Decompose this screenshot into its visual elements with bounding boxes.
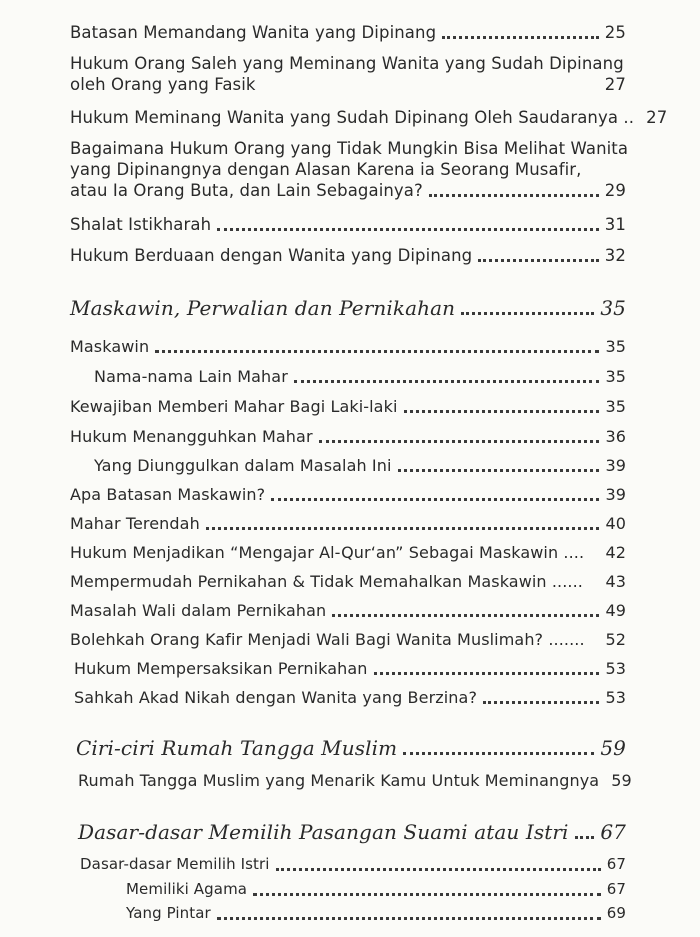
toc-entry-page: 69 — [606, 904, 626, 922]
dot-leader — [155, 344, 599, 353]
toc-entry-title: Mempermudah Pernikahan & Tidak Memahalkan Maskawin ...... — [70, 572, 583, 591]
toc-entry — [74, 687, 626, 708]
toc-entry-title: Maskawin — [70, 337, 150, 356]
toc-entry — [70, 336, 626, 357]
toc-entry — [70, 214, 626, 235]
toc-entry — [78, 770, 632, 791]
section-heading-page: 35 — [600, 296, 626, 320]
toc-entry-title-line: Bagaimana Hukum Orang yang Tidak Mungkin Bisa Melihat Wanita — [70, 139, 629, 158]
toc-entry-page: 39 — [605, 485, 626, 504]
toc-entry-title: Yang Diunggulkan dalam Masalah Ini — [94, 456, 392, 475]
toc-entry-title: Hukum Mempersaksikan Pernikahan — [74, 659, 368, 678]
toc-entry-page: 40 — [605, 514, 626, 533]
dot-leader — [332, 608, 599, 617]
toc-entry — [80, 854, 626, 875]
toc-entry — [126, 879, 626, 900]
toc-entry — [70, 484, 626, 505]
toc-entry — [70, 107, 668, 128]
section-heading-title: Maskawin, Perwalian dan Pernikahan — [70, 296, 456, 320]
dot-leader — [319, 434, 600, 443]
toc-entry-page: 25 — [604, 23, 626, 42]
section-heading-page: 67 — [600, 820, 626, 844]
toc-entry-title: Hukum Berduaan dengan Wanita yang Dipinang — [70, 246, 473, 265]
dot-leader — [217, 222, 599, 231]
dot-leader — [442, 30, 599, 39]
toc-entry — [70, 22, 626, 43]
toc-entry-page: 52 — [605, 630, 626, 649]
toc-entry-page: 27 — [604, 75, 626, 94]
toc-entry — [94, 366, 626, 387]
dot-leader — [271, 492, 599, 501]
toc-entry-title: Apa Batasan Maskawin? — [70, 485, 266, 504]
section-heading-title: Ciri-ciri Rumah Tangga Muslim — [76, 736, 398, 760]
toc-entry — [70, 571, 626, 592]
toc-entry-page: 31 — [604, 215, 626, 234]
dot-leader — [217, 911, 601, 920]
toc-entry-page: 35 — [605, 397, 626, 416]
toc-entry-page: 49 — [605, 601, 626, 620]
dot-leader — [429, 188, 599, 197]
toc-entry-title: Batasan Memandang Wanita yang Dipinang — [70, 23, 437, 42]
dot-leader — [398, 463, 600, 472]
toc-entry-title: Dasar-dasar Memilih Istri — [80, 855, 270, 873]
toc-entry-page: 35 — [605, 337, 626, 356]
toc-entry-title-line: oleh Orang yang Fasik — [70, 75, 256, 94]
dot-leader — [253, 887, 601, 896]
toc-entry-title-line: atau Ia Orang Buta, dan Lain Sebagainya? — [70, 181, 423, 200]
toc-entry — [70, 426, 626, 447]
dot-leader — [374, 666, 600, 675]
toc-entry-page: 39 — [605, 456, 626, 475]
toc-entry-page: 43 — [605, 572, 626, 591]
dot-leader — [591, 637, 600, 646]
dot-leader — [575, 830, 595, 839]
toc-entry-title: Kewajiban Memberi Mahar Bagi Laki-laki — [70, 397, 398, 416]
toc-entry — [70, 513, 626, 534]
dot-leader — [483, 695, 599, 704]
dot-leader — [206, 521, 600, 530]
dot-leader — [461, 306, 594, 315]
toc-entry-title: Memiliki Agama — [126, 880, 248, 898]
dot-leader — [404, 404, 600, 413]
dot-leader — [262, 82, 599, 91]
toc-entry-page: 29 — [604, 181, 626, 200]
section-heading — [70, 298, 626, 319]
dot-leader — [403, 746, 594, 755]
toc-entry-page: 53 — [605, 688, 626, 707]
section-heading-title: Dasar-dasar Memilih Pasangan Suami atau Istri — [78, 820, 569, 844]
toc-entry-title: Sahkah Akad Nikah dengan Wanita yang Berzina? — [74, 688, 478, 707]
toc-entry — [70, 396, 626, 417]
toc-entry-title-line: Hukum Orang Saleh yang Meminang Wanita yang Sudah Dipinang — [70, 54, 624, 73]
toc-entry-page: 59 — [611, 771, 632, 790]
toc-entry-page: 67 — [606, 855, 626, 873]
toc-entry-page: 27 — [646, 108, 668, 127]
toc-entry-title: Bolehkah Orang Kafir Menjadi Wali Bagi Wanita Muslimah? ....... — [70, 630, 585, 649]
toc-entry-page: 36 — [605, 427, 626, 446]
toc-entry-title: Shalat Istikharah — [70, 215, 212, 234]
toc-entry — [70, 600, 626, 621]
toc-entry — [70, 629, 626, 650]
section-heading-page: 59 — [600, 736, 626, 760]
toc-entry-title: Masalah Wali dalam Pernikahan — [70, 601, 327, 620]
section-heading — [76, 738, 626, 759]
toc-entry-page: 32 — [604, 246, 626, 265]
toc-entry — [70, 245, 626, 266]
toc-entry-title: Nama-nama Lain Mahar — [94, 367, 288, 386]
toc-entry-title: Hukum Menangguhkan Mahar — [70, 427, 313, 446]
toc-entry-page: 67 — [606, 880, 626, 898]
dot-leader — [276, 862, 601, 871]
toc-entry-page: 42 — [605, 543, 626, 562]
toc-entry — [70, 53, 626, 101]
toc-entry — [70, 138, 629, 208]
toc-entry-title: Hukum Menjadikan “Mengajar Al-Qur‘an” Sebagai Maskawin .... — [70, 543, 585, 562]
toc-entry-page: 35 — [605, 367, 626, 386]
dot-leader — [590, 550, 599, 559]
dot-leader — [589, 579, 599, 588]
dot-leader — [478, 253, 599, 262]
toc-entry — [74, 658, 626, 679]
toc-entry — [70, 542, 626, 563]
toc-entry-title: Hukum Meminang Wanita yang Sudah Dipinang Oleh Saudaranya .. — [70, 108, 635, 127]
dot-leader — [294, 374, 600, 383]
toc-entry-title-line: yang Dipinangnya dengan Alasan Karena ia Seorang Musafir, — [70, 160, 582, 179]
toc-entry — [126, 903, 626, 924]
toc-entry-title: Mahar Terendah — [70, 514, 200, 533]
toc-entry — [94, 455, 626, 476]
toc-entry-title: Rumah Tangga Muslim yang Menarik Kamu Untuk Meminangnya — [78, 771, 600, 790]
section-heading — [78, 822, 626, 843]
toc-entry-title: Yang Pintar — [126, 904, 211, 922]
toc-entry-page: 53 — [605, 659, 626, 678]
